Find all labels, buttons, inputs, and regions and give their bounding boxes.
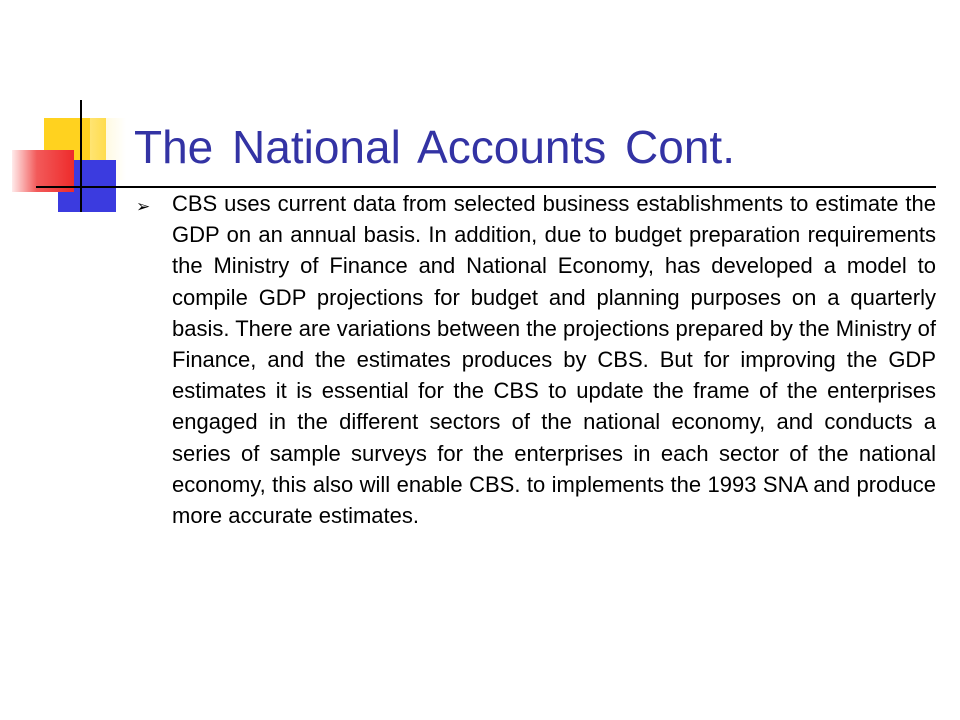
bullet-text: CBS uses current data from selected business establishments to estimate the GDP on an annual basis. In addition, due to budget preparation requirements the Ministry of Finance and National Economy, has developed a model to compile GDP projections for budget and planning purposes on a quarterly basis. There are variations between the projections prepared by the Ministry of Finance, and the estimates produces by CBS. But for improving the GDP estimates it is essential for the CBS to update the frame of the enterprises engaged in the different sectors of the national economy, and conducts a series of sample surveys for the enterprises in each sector of the national economy, this also will enable CBS. to implements the 1993 SNA and produce more accurate estimates. [172, 191, 936, 529]
bullet-item [134, 188, 936, 531]
bullet-list [134, 188, 936, 531]
decorative-vertical-line [80, 100, 82, 212]
slide-title: The National Accounts Cont. [134, 121, 735, 173]
arrow-bullet-icon: ➢ [136, 197, 151, 217]
